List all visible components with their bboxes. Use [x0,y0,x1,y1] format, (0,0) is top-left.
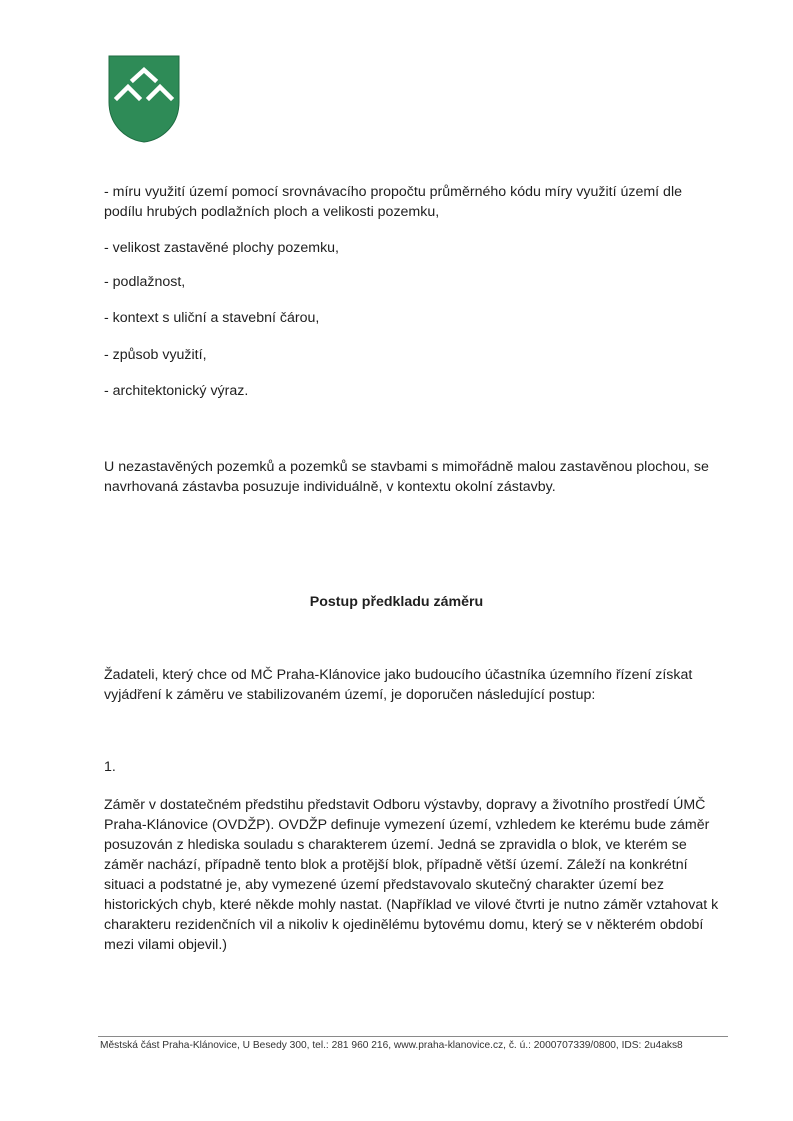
paragraph-step-one: Záměr v dostatečném předstihu představit Odboru výstavby, dopravy a životního prostředí ÚMČ Praha-Klánovice (OVDŽP). OVDŽP definuje vymezení území, vzhledem ke kterému bude záměr posuzován z hlediska souladu s charakterem území. Jedná se zpravidla o blok, ve kterém se záměr nachází, případně tento blok a protější blok, případně větší území. Záleží na konkrétní situaci a podstatné je, aby vymezené území představovalo skutečný charakter území bez historických chyb, které někde mohly nastat. (Například ve vilové čtvrti je nutno záměr vztahovat k charakteru rezidenčních vil a nikoliv k ojedinělému bytovému domu, který se v některém období mezi vilami objevil.) [104,797,719,953]
municipal-shield-icon [107,54,181,144]
footer-contact: Městská část Praha-Klánovice, U Besedy 300, tel.: 281 960 216, www.praha-klanovice.cz, č. ú.: 2000707339/0800, IDS: 2u4aks8 [100,1040,683,1051]
section-heading: Postup předkladu záměru [309,594,484,610]
list-item-usage-type: - způsob využití, [104,347,207,363]
step-number: 1. [104,759,116,775]
list-item-street-line: - kontext s uliční a stavební čárou, [104,310,320,326]
list-item-floors: - podlažnost, [104,274,186,290]
paragraph-usage-ratio: - míru využití území pomocí srovnávacího propočtu průměrného kódu míry využití území dle podílu hrubých podlažních ploch a velikosti pozemku, [104,184,682,220]
list-item-architecture: - architektonický výraz. [104,383,249,399]
paragraph-undeveloped-plots: U nezastavěných pozemků a pozemků se stavbami s mimořádně malou zastavěnou plochou, se navrhovaná zástavba posuzuje individuálně, v kontextu okolní zástavby. [104,459,709,495]
footer-divider [98,1036,728,1037]
list-item-built-area: - velikost zastavěné plochy pozemku, [104,240,339,256]
paragraph-applicant-intro: Žadateli, který chce od MČ Praha-Klánovice jako budoucího účastníka územního řízení získat vyjádření k záměru ve stabilizovaném území, je doporučen následující postup: [104,667,693,703]
